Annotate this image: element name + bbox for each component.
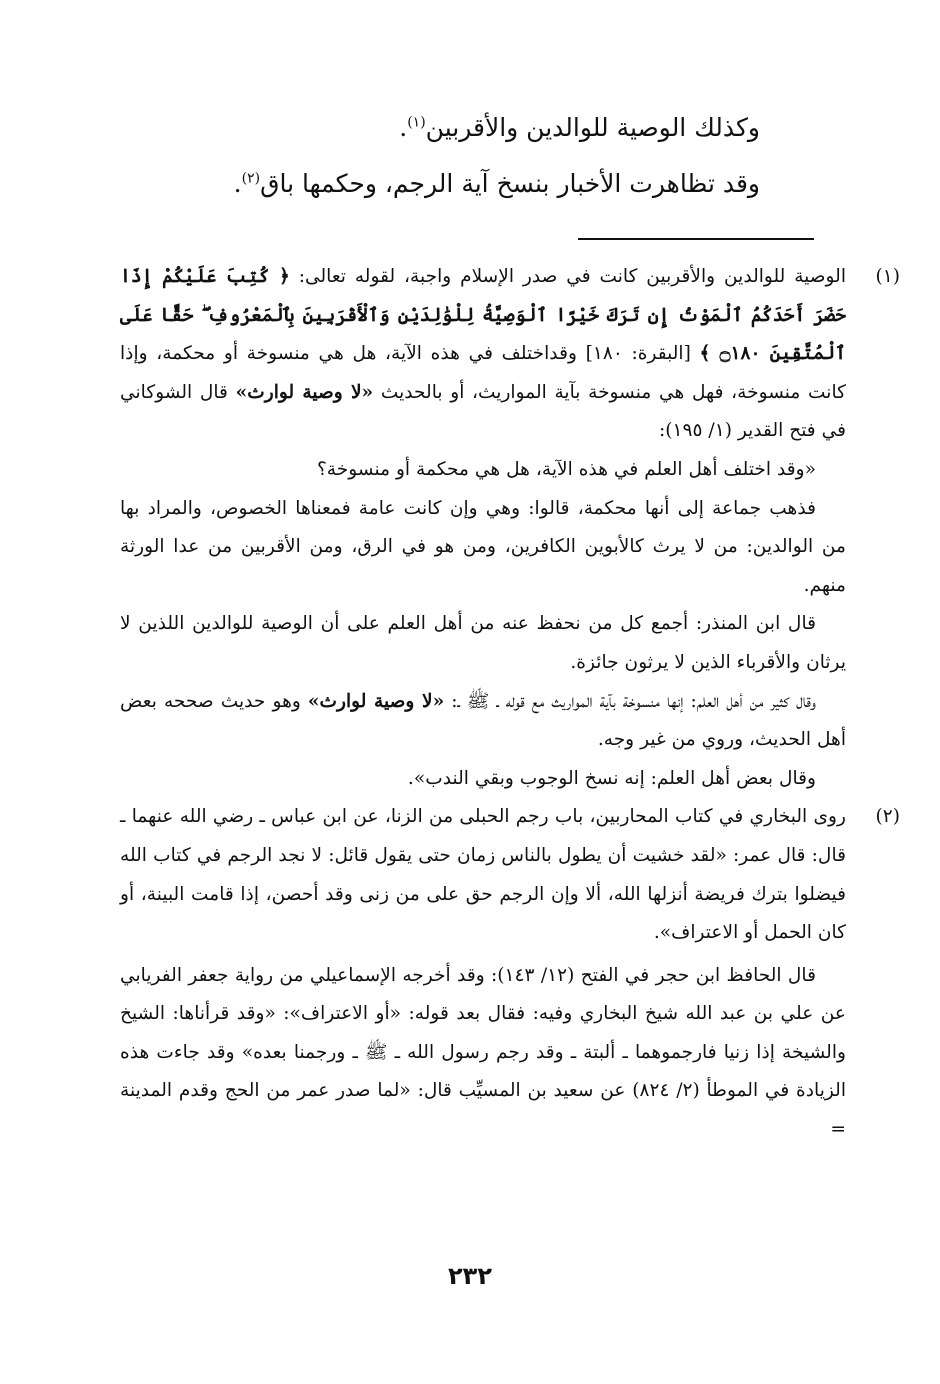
main-line-2-period: .	[233, 169, 242, 198]
continuation-mark: =	[830, 1119, 846, 1141]
footnote-1	[120, 258, 900, 798]
main-line-1-period: .	[399, 113, 408, 142]
quran-verse: ﴿ كُتِبَ عَلَيْكُمْ إِذَا حَضَرَ أَحَدَكُمُ ٱلْمَوْتُ إِن تَرَكَ خَيْرًا ٱلْوَصِيَّةُ لِلْوَٰلِدَيْنِ وَٱلْأَقْرَبِينَ بِٱلْمَعْرُوفِ ۖ حَقًّا عَلَى ٱلْمُتَّقِينَ ۝١٨٠ ﴾	[120, 266, 846, 365]
footnote-1-citation: قال الشوكاني في فتح القدير (١/ ١٩٥):	[120, 381, 846, 442]
footnote-2-number: (٢)	[875, 806, 900, 828]
footnote-ref-1[interactable]: (١)	[407, 114, 426, 131]
footnote-1-p5-end: وهو حديث صححه بعض أهل الحديث، وروي من غير وجه.	[120, 690, 846, 751]
footnote-1-intro: الوصية للوالدين والأقربين كانت في صدر الإسلام واجبة، لقوله تعالى:	[289, 266, 846, 287]
footnote-1-paragraph-1	[120, 258, 846, 451]
footnote-1-paragraph-3: فذهب جماعة إلى أنها محكمة، قالوا: وهي وإن كانت عامة فمعناها الخصوص، والمراد بها من الوالدين: من لا يرث كالأبوين الكافرين، ومن هو في الرق، ومن الأقربين من عدا الورثة منهم.	[120, 497, 846, 596]
main-text	[120, 100, 760, 212]
footnote-2	[120, 798, 900, 1149]
main-line-1-text: وكذلك الوصية للوالدين والأقربين	[425, 113, 760, 142]
footnote-ref-2[interactable]: (٢)	[241, 170, 261, 187]
footnote-1-paragraph-5	[120, 683, 846, 760]
hadith-quote: «لا وصية لوارث»	[235, 381, 374, 403]
footnote-1-question: [البقرة: ١٨٠] وقداختلف في هذه الآية، هل هي منسوخة أو محكمة، وإذا كانت منسوخة، فهل هي منسوخة بآية المواريث، أو بالحديث	[120, 343, 846, 403]
footnote-1-paragraph-6: وقال بعض أهل العلم: إنه نسخ الوجوب وبقي الندب».	[407, 767, 816, 789]
main-line-1	[120, 100, 760, 156]
footnote-1-paragraph-2: «وقد اختلف أهل العلم في هذه الآية، هل هي محكمة أو منسوخة؟	[316, 458, 816, 480]
footnote-1-paragraph-4: قال ابن المنذر: أجمع كل من نحفظ عنه من أهل العلم على أن الوصية للوالدين اللذين لا يرثان والأقرباء الذين لا يرثون جائزة.	[120, 613, 846, 673]
main-line-2-text: وقد تظاهرت الأخبار بنسخ آية الرجم، وحكمها باق	[260, 169, 760, 198]
footnote-2-paragraph-2	[120, 957, 846, 1150]
footnotes	[120, 258, 900, 1150]
footnote-1-p5-start: وقال كثير من أهل العلم: إنها منسوخة بآية المواريث مع قوله ـ ﷺ ـ:	[444, 690, 817, 712]
footnote-2-paragraph-1: روى البخاري في كتاب المحاربين، باب رجم الحبلى من الزنا، عن ابن عباس ـ رضي الله عنهما ـ قال: قال عمر: «لقد خشيت أن يطول بالناس زمان حتى يقول قائل: لا نجد الرجم في كتاب الله فيضلوا بترك فريضة أنزلها الله، ألا وإن الرجم حق على من زنى وقد أحصن، إذا قامت البينة، أو كان الحمل أو الاعتراف».	[120, 806, 846, 944]
main-line-2	[120, 156, 760, 212]
footnote-2-p2-text: قال الحافظ ابن حجر في الفتح (١٢/ ١٤٣): وقد أخرجه الإسماعيلي من رواية جعفر الفريابي عن علي بن عبد الله شيخ البخاري وفيه: فقال بعد قوله: «أو الاعتراف»: «وقد قرأناها: الشيخ والشيخة إذا زنيا فارجموهما ـ ألبتة ـ وقد رجم رسول الله ـ ﷺ ـ ورجمنا بعده» وقد جاءت هذه الزيادة في الموطأ (٢/ ٨٢٤) عن سعيد بن المسيِّب قال: «لما صدر عمر من الحج وقدم المدينة	[120, 964, 846, 1102]
hadith-quote-2: «لا وصية لوارث»	[307, 690, 445, 712]
page-number: ٢٣٢	[448, 1262, 492, 1290]
footnote-1-number: (١)	[875, 266, 900, 287]
footnote-separator	[578, 238, 814, 240]
